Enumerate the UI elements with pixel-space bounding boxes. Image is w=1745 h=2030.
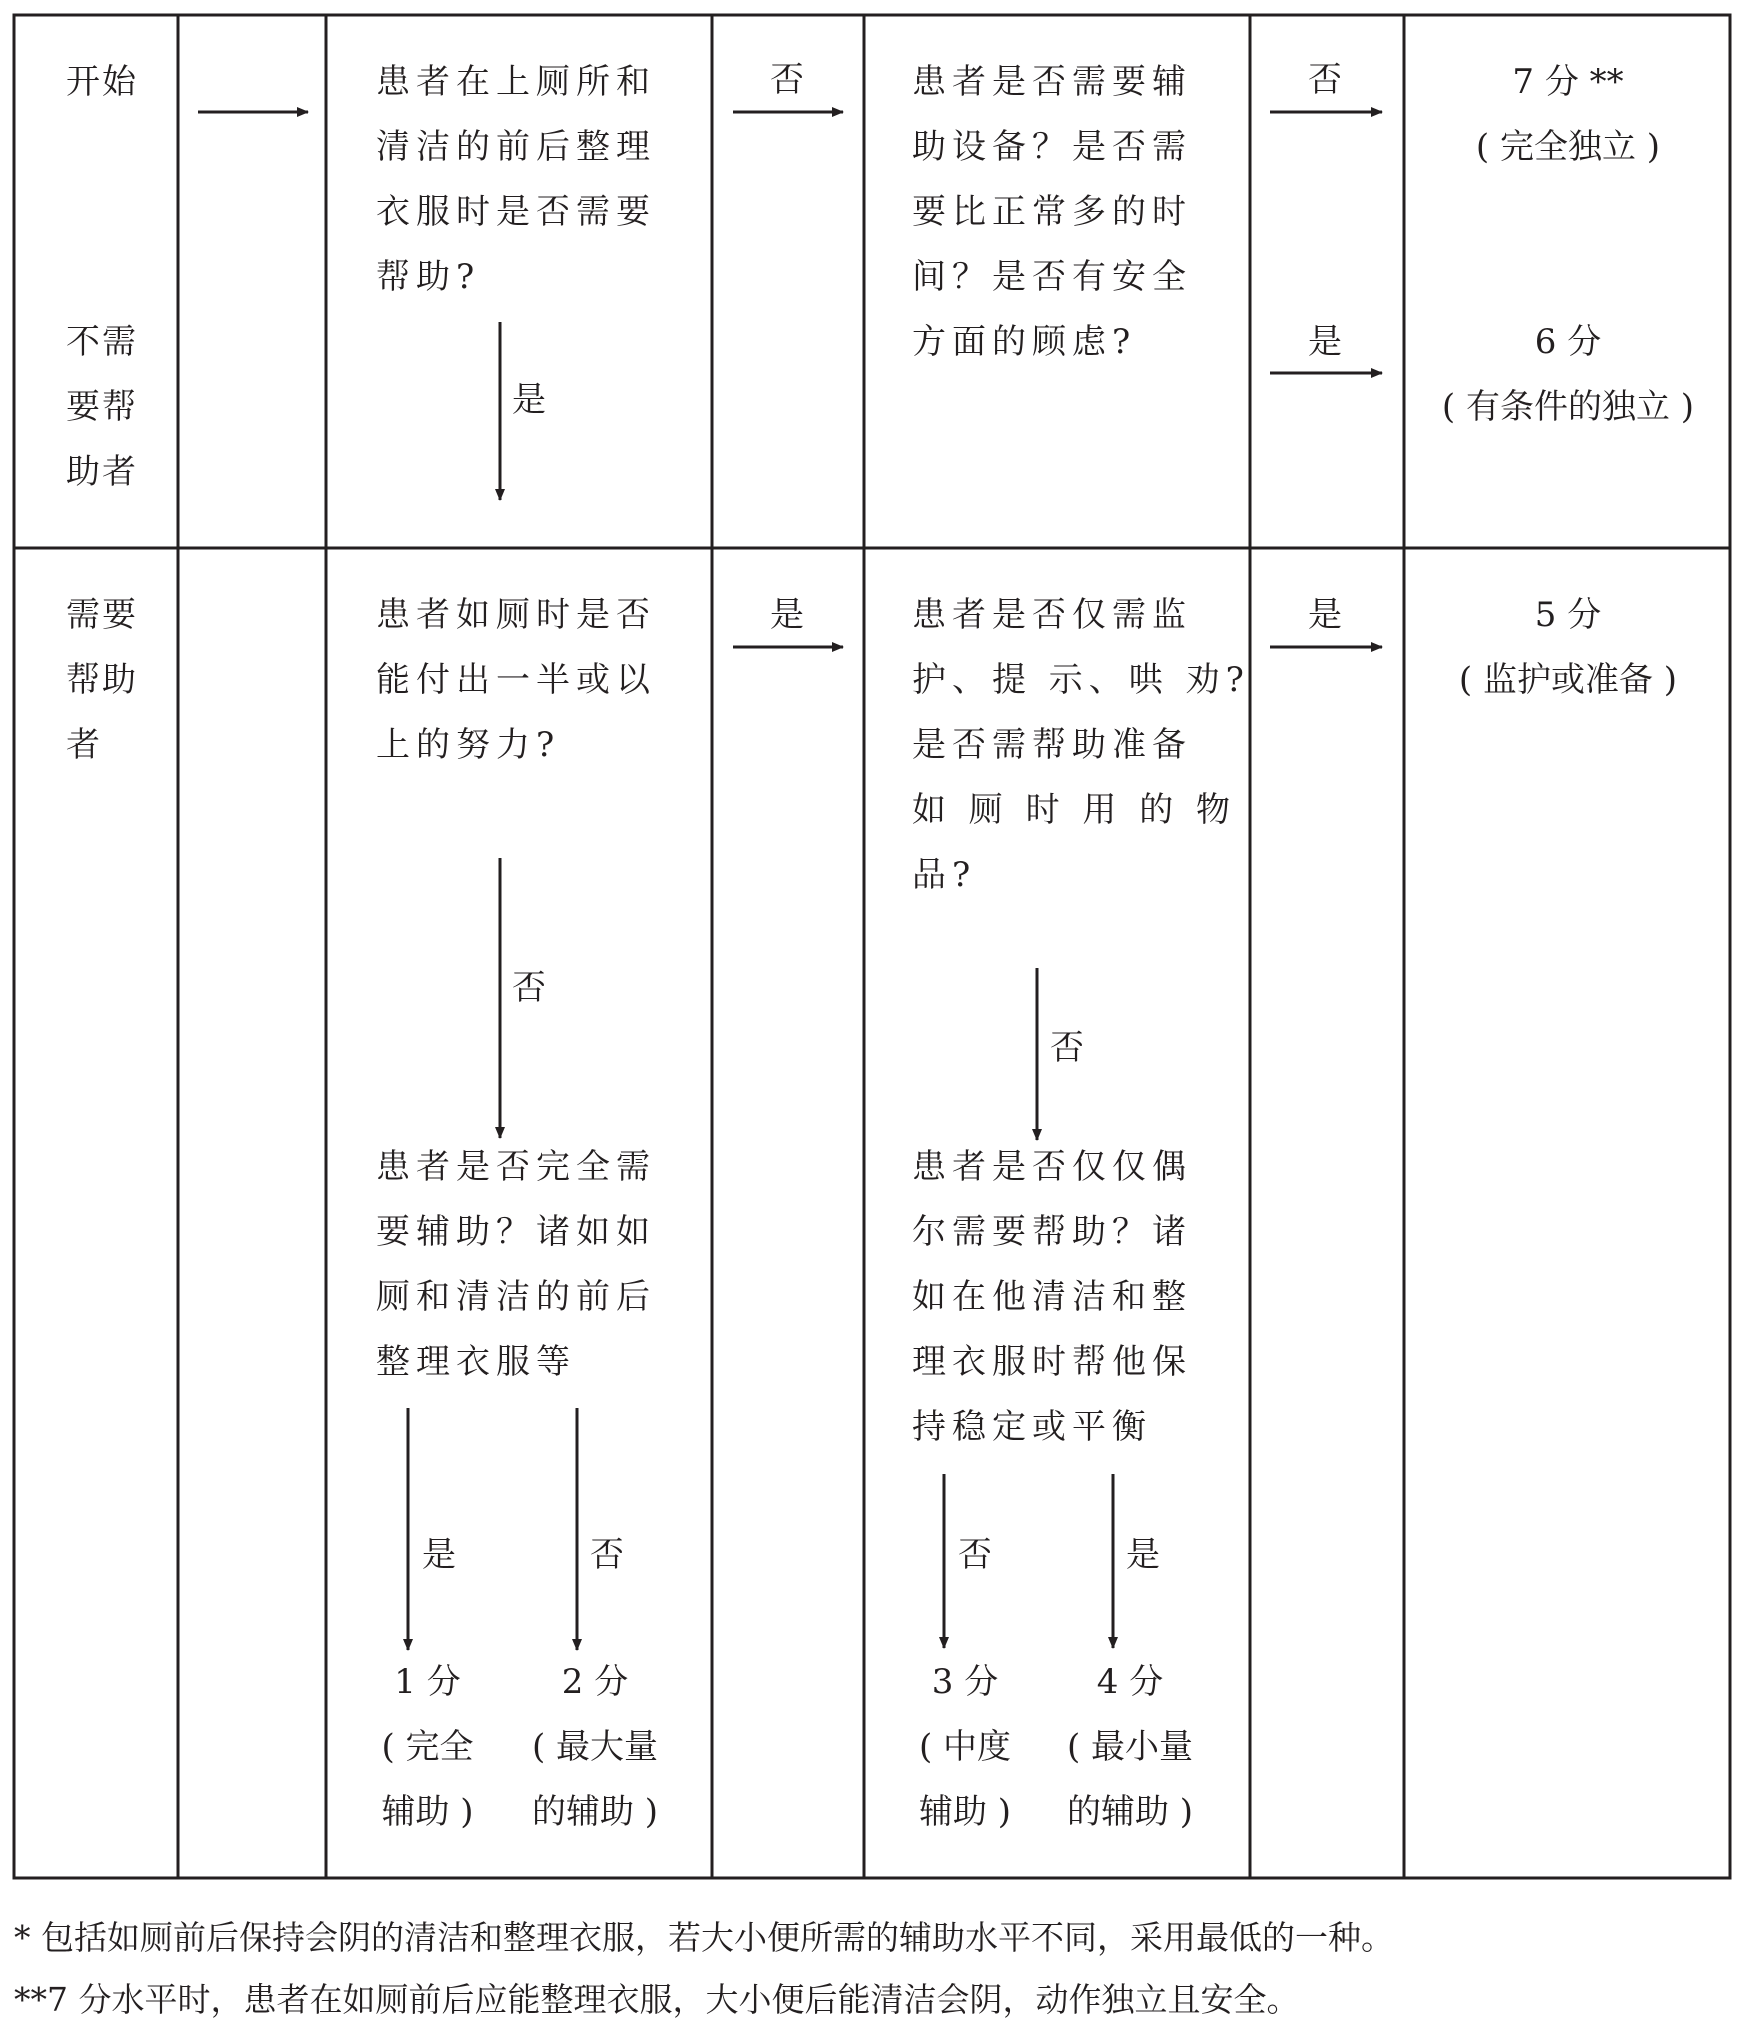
score-1-desc-line: 辅助 ) — [381, 1792, 474, 1832]
score-4: 4 分 — [1096, 1662, 1164, 1702]
question-6-line: 理衣服时帮他保 — [912, 1342, 1192, 1382]
score-1: 1 分 — [394, 1662, 461, 1702]
question-3-line: 能付出一半或以 — [376, 660, 656, 700]
score-3-desc-line: ( 中度 — [918, 1727, 1012, 1767]
arrow-q1-no-label: 否 — [770, 60, 804, 100]
score-3: 3 分 — [931, 1662, 999, 1702]
score-7-desc: ( 完全独立 ) — [1475, 127, 1661, 167]
need-help-label-line: 帮助 — [66, 660, 138, 700]
question-5-line: 患者是否完全需 — [376, 1147, 656, 1187]
question-5-line: 要辅助？诸如如 — [376, 1212, 656, 1252]
score-5-desc: ( 监护或准备 ) — [1458, 660, 1678, 700]
question-4-line: 品? — [912, 855, 977, 895]
need-help-label-line: 需要 — [66, 595, 138, 635]
score-6: 6 分 — [1534, 322, 1602, 362]
question-4-line: 患者是否仅需监 — [912, 595, 1192, 635]
table-border — [14, 15, 1730, 1878]
question-6-line: 患者是否仅仅偶 — [912, 1147, 1192, 1187]
score-1-desc-line: ( 完全 — [381, 1727, 474, 1767]
score-3-desc-line: 辅助 ) — [918, 1792, 1012, 1832]
question-1-line: 帮助? — [376, 257, 481, 297]
question-1-line: 衣服时是否需要 — [376, 192, 656, 232]
arrow-q6-no-label: 否 — [958, 1535, 992, 1575]
no-help-label-line: 要帮 — [66, 387, 138, 427]
arrow-q4-down-label: 否 — [1050, 1028, 1084, 1068]
question-3-line: 患者如厕时是否 — [376, 595, 656, 635]
no-help-label-line: 助者 — [66, 452, 138, 492]
question-6-line: 持稳定或平衡 — [912, 1407, 1152, 1447]
question-3-line: 上的努力? — [376, 725, 561, 765]
score-2-desc-line: ( 最大量 — [531, 1727, 659, 1767]
arrow-q2-yes-label: 是 — [1308, 322, 1342, 362]
footnote-2: **7 分水平时，患者在如厕前后应能整理衣服，大小便后能清洁会阴，动作独立且安全。 — [14, 1980, 1300, 2019]
score-4-desc-line: ( 最小量 — [1066, 1727, 1194, 1767]
arrow-q1-down-label: 是 — [512, 380, 546, 420]
question-6-line: 如在他清洁和整 — [912, 1277, 1192, 1317]
need-help-label-line: 者 — [66, 725, 102, 765]
arrow-q5-no-label: 否 — [590, 1535, 624, 1575]
question-1-line: 清洁的前后整理 — [376, 127, 656, 167]
table-grid — [14, 15, 1730, 1878]
question-5-line: 厕和清洁的前后 — [376, 1277, 656, 1317]
score-5: 5 分 — [1534, 595, 1602, 635]
score-2-desc-line: 的辅助 ) — [531, 1792, 659, 1832]
score-2: 2 分 — [561, 1662, 629, 1702]
arrow-q3-down-label: 否 — [512, 968, 546, 1008]
question-2-line: 方面的顾虑? — [912, 322, 1137, 362]
arrow-q6-yes-label: 是 — [1126, 1535, 1160, 1575]
arrow-q5-yes-label: 是 — [422, 1535, 456, 1575]
start-label: 开始 — [66, 62, 138, 102]
score-6-desc: ( 有条件的独立 ) — [1441, 387, 1695, 427]
footnote-1: * 包括如厕前后保持会阴的清洁和整理衣服，若大小便所需的辅助水平不同，采用最低的一种。 — [14, 1918, 1394, 1957]
question-2-line: 患者是否需要辅 — [912, 62, 1192, 102]
question-6-line: 尔需要帮助？诸 — [912, 1212, 1192, 1252]
question-4-line: 护、提 示、哄 劝? — [912, 660, 1250, 700]
question-5-line: 整理衣服等 — [376, 1342, 576, 1382]
score-7: 7 分 ** — [1512, 62, 1624, 102]
question-2-line: 要比正常多的时 — [912, 192, 1192, 232]
score-4-desc-line: 的辅助 ) — [1066, 1792, 1194, 1832]
question-4-line: 如 厕 时 用 的 物 — [912, 790, 1237, 830]
arrow-q3-yes-label: 是 — [770, 595, 804, 635]
question-2-line: 间？是否有安全 — [912, 257, 1192, 297]
arrow-q4-yes-label: 是 — [1308, 595, 1342, 635]
question-4-line: 是否需帮助准备 — [912, 725, 1192, 765]
no-help-label-line: 不需 — [66, 322, 138, 362]
question-1-line: 患者在上厕所和 — [376, 62, 656, 102]
question-2-line: 助设备？是否需 — [912, 127, 1192, 167]
arrow-q2-no-label: 否 — [1308, 60, 1342, 100]
